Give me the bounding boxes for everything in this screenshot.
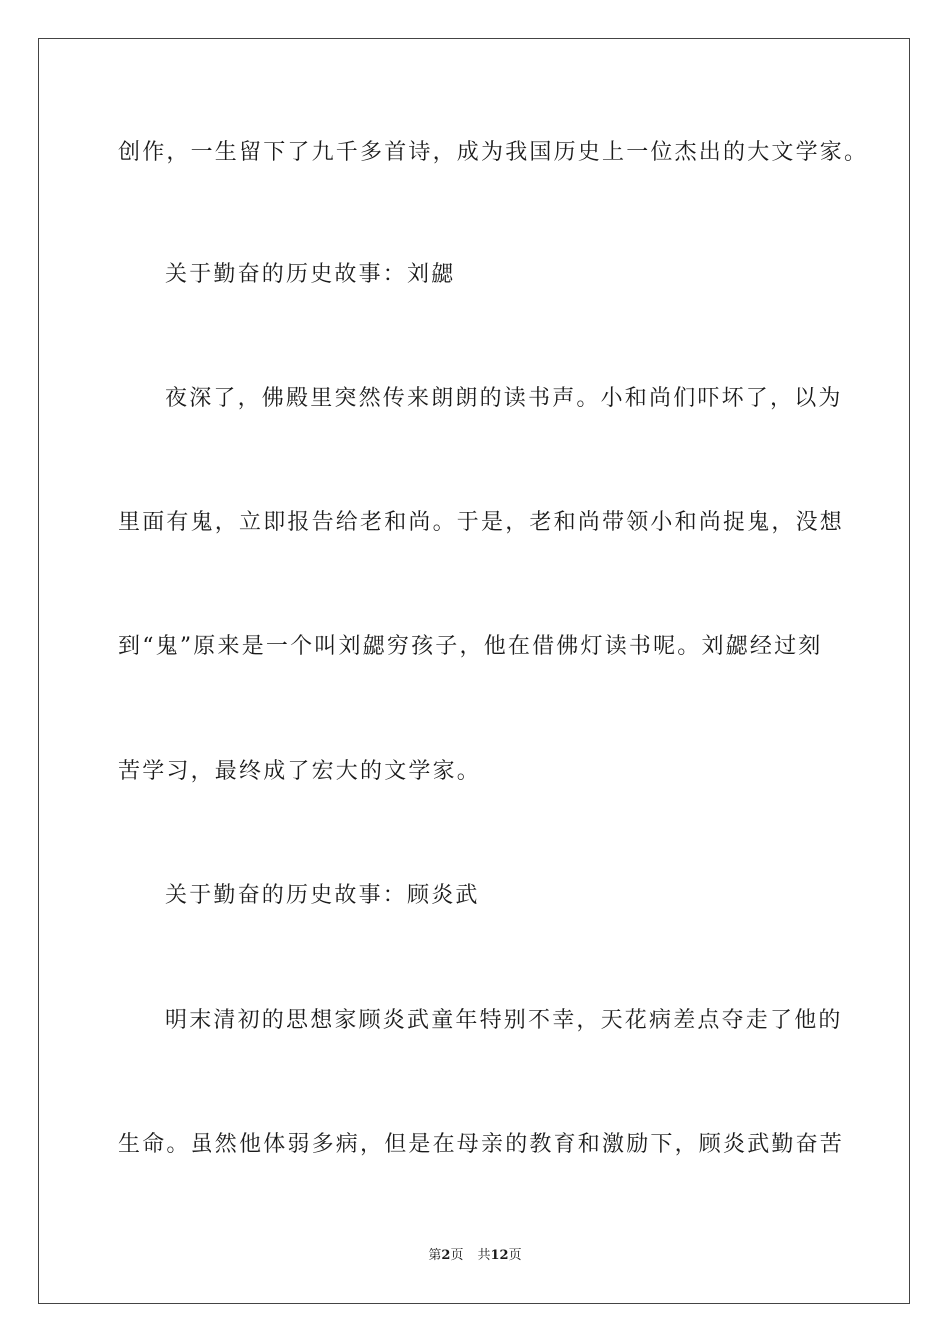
section-heading-liu-xie: 关于勤奋的历史故事：刘勰: [165, 262, 456, 287]
total-suffix: 页: [508, 1248, 522, 1263]
page-number: 2: [441, 1248, 451, 1263]
body-line-5: 苦学习，最终成了宏大的文学家。: [118, 759, 482, 784]
total-prefix: 共: [477, 1248, 491, 1263]
body-line-4: 到“鬼”原来是一个叫刘勰穷孩子，他在借佛灯读书呢。刘勰经过刻: [118, 634, 823, 659]
body-line-1: 创作，一生留下了九千多首诗，成为我国历史上一位杰出的大文学家。: [118, 140, 869, 165]
body-line-7: 生命。虽然他体弱多病，但是在母亲的教育和激励下，顾炎武勤奋苦: [118, 1132, 845, 1157]
body-line-3: 里面有鬼，立即报告给老和尚。于是，老和尚带领小和尚捉鬼，没想: [118, 510, 845, 535]
body-line-2: 夜深了，佛殿里突然传来朗朗的读书声。小和尚们吓坏了，以为: [165, 386, 843, 411]
total-pages: 12: [490, 1248, 509, 1263]
body-line-6: 明末清初的思想家顾炎武童年特别不幸，天花病差点夺走了他的: [165, 1008, 843, 1033]
page-border: [38, 38, 910, 1304]
section-heading-gu-yanwu: 关于勤奋的历史故事：顾炎武: [165, 883, 480, 908]
page-suffix: 页: [450, 1248, 464, 1263]
page-prefix: 第: [428, 1248, 442, 1263]
page-footer: [0, 1247, 950, 1265]
